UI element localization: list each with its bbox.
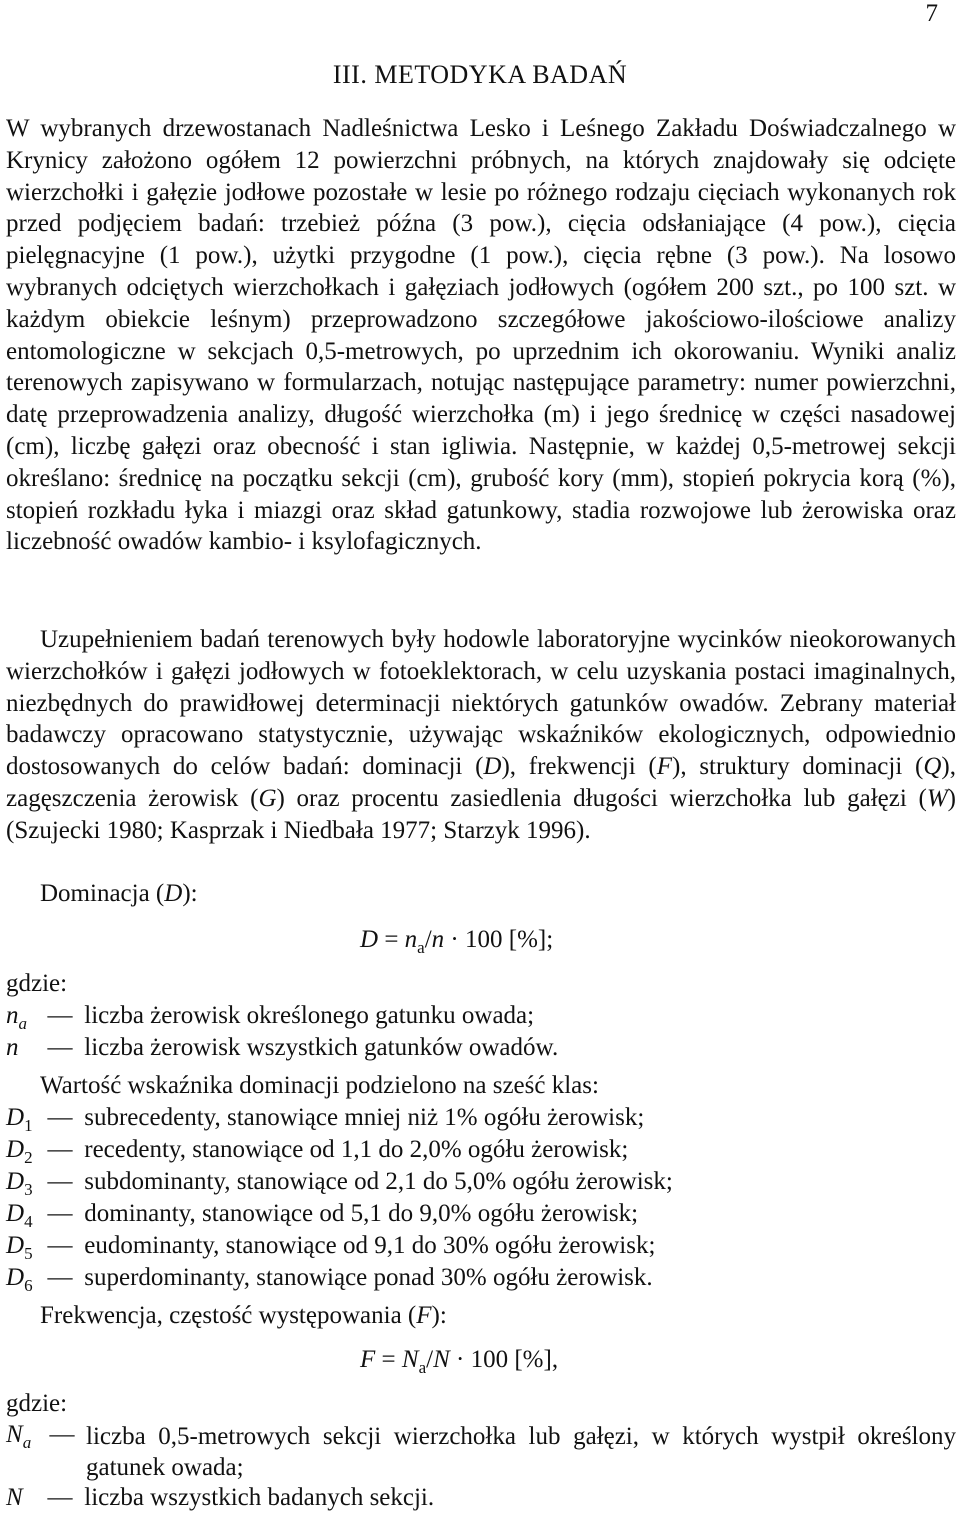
- dominance-formula: $D = n_a/n \cdot 100$ [%];: [360, 926, 554, 957]
- definition-row: N — liczba wszystkich badanych sekcji.: [6, 1484, 435, 1511]
- page-number: 7: [925, 0, 938, 27]
- dominance-class-row: $D_6$ — superdominanty, stanowiące ponad 30% ogółu żerowisk.: [6, 1264, 653, 1295]
- frequency-formula: $F = N_a/N \cdot 100$ [%],: [360, 1346, 559, 1377]
- definition-row: $n_a$ — liczba żerowisk określonego gatunku owada;: [6, 1002, 535, 1033]
- dominance-class-row: $D_5$ — eudominanty, stanowiące od 9,1 do 30% ogółu żerowisk;: [6, 1232, 656, 1263]
- section-heading: III. METODYKA BADAŃ: [332, 60, 628, 89]
- dominance-gdzie: gdzie:: [6, 970, 68, 997]
- definition-row: n — liczba żerowisk wszystkich gatunków owadów.: [6, 1034, 559, 1061]
- dominance-classes-intro: Wartość wskaźnika dominacji podzielono na sześć klas:: [40, 1072, 599, 1099]
- dominance-class-row: $D_4$ — dominanty, stanowiące od 5,1 do 9,0% ogółu żerowisk;: [6, 1200, 639, 1231]
- dominance-class-row: $D_2$ — recedenty, stanowiące od 1,1 do 2,0% ogółu żerowisk;: [6, 1136, 629, 1167]
- definition-row: $N_a$ — liczba 0,5-metrowych sekcji wierzchołka lub gałęzi, w których wystpił określony gatunek owada;: [6, 1421, 956, 1481]
- paragraph-lab-analysis: Uzupełnieniem badań terenowych były hodowle laboratoryjne wycinków nieokorowanych wierzchołków i gałęzi jodłowych w fotoeklektorach, w celu uzyskania postaci imaginalnych, niezbędnych do prawidłowej determinacji niektórych gatunków owadów. Zebrany materiał badawczy opracowano statystycznie, używając wskaźników ekologicznych, odpowiednio dostosowanych do celów badań: dominacji (D), frekwencji (F), struktury dominacji (Q), zagęszczenia żerowisk (G) oraz procentu zasiedlenia długości wierzchołka lub gałęzi (W) (Szujecki 1980; Kasprzak i Niedbała 1977; Starzyk 1996).: [6, 626, 956, 844]
- dominance-class-row: $D_3$ — subdominanty, stanowiące od 2,1 do 5,0% ogółu żerowisk;: [6, 1168, 673, 1199]
- paragraph-methods: W wybranych drzewostanach Nadleśnictwa Lesko i Leśnego Zakładu Doświadczalnego w Krynicy założono ogółem 12 powierzchni próbnych, na których znajdowały się odcięte wierzchołki i gałęzie jodłowe pozostałe w lesie po różnego rodzaju cięciach wykonanych rok przed podjęciem badań: trzebież późna (3 pow.), cięcia odsłaniające (4 pow.), cięcia pielęgnacyjne (1 pow.), użytki przygodne (1 pow.), cięcia rębne (3 pow.). Na losowo wybranych odciętych wierzchołkach i gałęziach jodłowych (ogółem 200 szt., po 100 szt. w każdym obiekcie leśnym) przeprowadzono szczegółowe jakościowo-ilościowe analizy entomologiczne w sekcjach 0,5-metrowych, po uprzednim ich okorowaniu. Wyniki analiz terenowych zapisywano w formularzach, notując następujące parametry: numer powierzchni, datę przeprowadzenia analizy, długość wierzchołka (m) i jego średnicę w części nasadowej (cm), liczbę gałęzi oraz obecność i stan igliwia. Następnie, w każdej 0,5-metrowej sekcji określano: średnicę na początku sekcji (cm), grubość kory (mm), stopień pokrycia korą (%), stopień rozkładu łyka i miazgi oraz skład gatunkowy, stadia rozwojowe lub żerowiska oraz liczebność owadów kambio- i ksylofagicznych.: [6, 115, 956, 556]
- dominance-intro: Dominacja (D):: [40, 880, 198, 907]
- frequency-gdzie: gdzie:: [6, 1390, 68, 1417]
- dominance-class-row: $D_1$ — subrecedenty, stanowiące mniej niż 1% ogółu żerowisk;: [6, 1104, 645, 1135]
- frequency-intro: Frekwencja, częstość występowania (F):: [40, 1302, 447, 1329]
